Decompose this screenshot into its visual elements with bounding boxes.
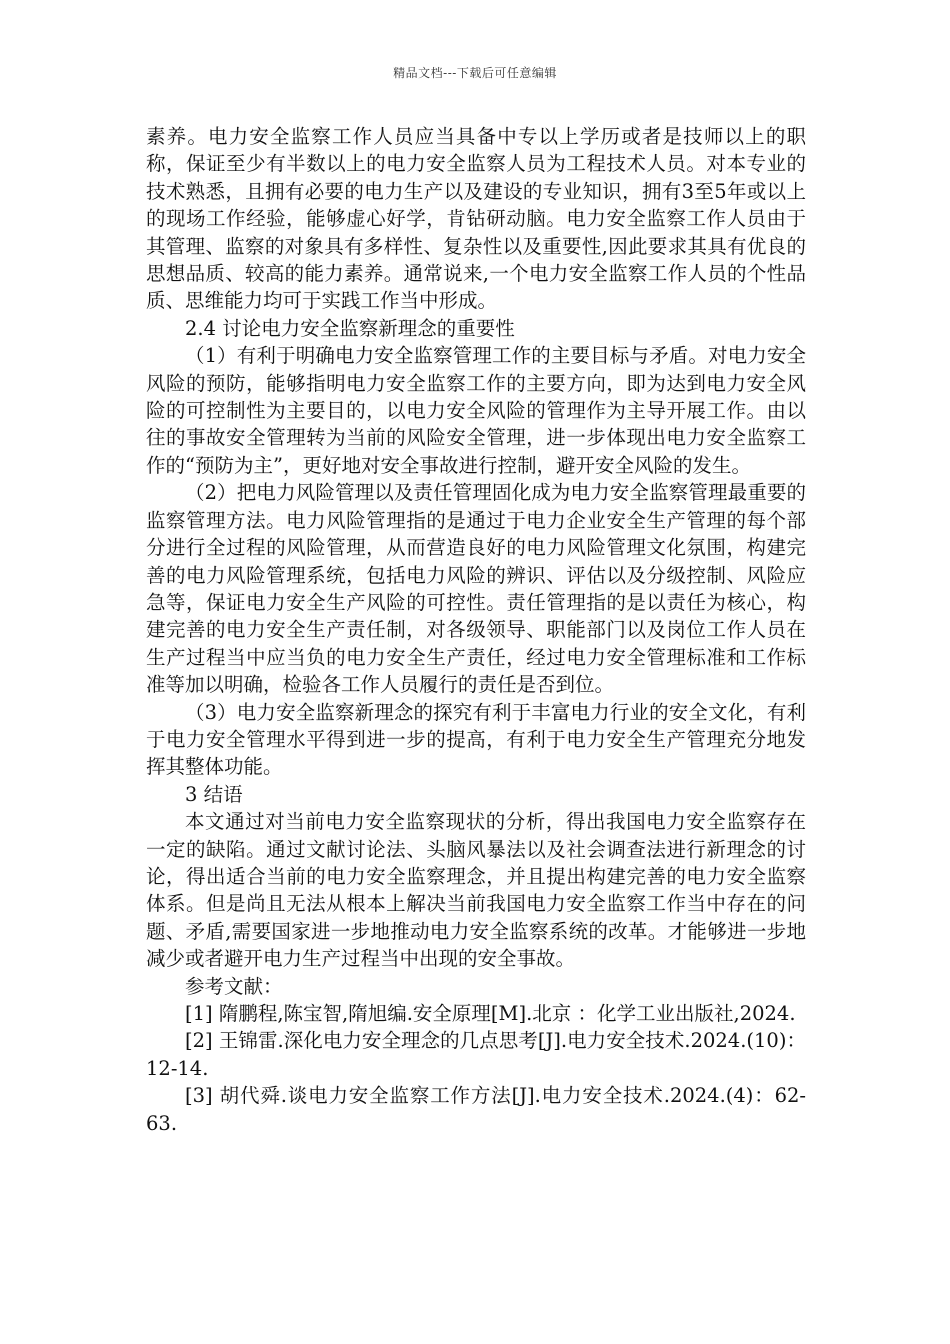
- document-body: [146, 123, 806, 1137]
- reference-item: [1] 隋鹏程,陈宝智,隋旭编.安全原理[M].北京 ：化学工业出版社,2024.: [185, 1002, 796, 1025]
- page-header: 精品文档---下载后可任意编辑: [393, 66, 557, 80]
- reference-item: [3] 胡代舜.谈电力安全监察工作方法[J].电力安全技术.2024.(4)：62-63.: [146, 1084, 806, 1135]
- paragraph-conclusion: 本文通过对当前电力安全监察现状的分析，得出我国电力安全监察存在一定的缺陷。通过文献讨论法、头脑风暴法以及社会调查法进行新理念的讨论，得出适合当前的电力安全监察理念，并且提出构建完善的电力安全监察体系。但是尚且无法从根本上解决当前我国电力安全监察工作当中存在的问题、矛盾,需要国家进一步地推动电力安全监察系统的改革。才能够进一步地减少或者避开电力生产过程当中出现的安全事故。: [146, 810, 806, 971]
- paragraph-intro: 素养。电力安全监察工作人员应当具备中专以上学历或者是技师以上的职称，保证至少有半数以上的电力安全监察人员为工程技术人员。对本专业的技术熟悉，且拥有必要的电力生产以及建设的专业知识，拥有3至5年或以上的现场工作经验，能够虚心好学，肯钻研动脑。电力安全监察工作人员由于其管理、监察的对象具有多样性、复杂性以及重要性,因此要求其具有优良的思想品质、较高的能力素养。通常说来,一个电力安全监察工作人员的个性品质、思维能力均可于实践工作当中形成。: [146, 125, 806, 313]
- references-heading: 参考文献：: [185, 974, 283, 998]
- paragraph-point-2: （2）把电力风险管理以及责任管理固化成为电力安全监察管理最重要的监察管理方法。电力风险管理指的是通过于电力企业安全生产管理的每个部分进行全过程的风险管理，从而营造良好的电力风险管理文化氛围，构建完善的电力风险管理系统，包括电力风险的辨识、评估以及分级控制、风险应急等，保证电力安全生产风险的可控性。责任管理指的是以责任为核心，构建完善的电力安全生产责任制，对各级领导、职能部门以及岗位工作人员在生产过程当中应当负的电力安全生产责任，经过电力安全管理标准和工作标准等加以明确，检验各工作人员履行的责任是否到位。: [146, 481, 806, 697]
- section-heading-2-4: 2.4 讨论电力安全监察新理念的重要性: [185, 316, 515, 340]
- paragraph-point-1: （1）有利于明确电力安全监察管理工作的主要目标与矛盾。对电力安全风险的预防，能够指明电力安全监察工作的主要方向，即为达到电力安全风险的可控制性为主要目的，以电力安全风险的管理作为主导开展工作。由以往的事故安全管理转为当前的风险安全管理，进一步体现出电力安全监察工作的“预防为主”，更好地对安全事故进行控制，避开安全风险的发生。: [146, 344, 806, 477]
- paragraph-point-3: （3）电力安全监察新理念的探究有利于丰富电力行业的安全文化，有利于电力安全管理水平得到进一步的提高，有利于电力安全生产管理充分地发挥其整体功能。: [146, 700, 806, 779]
- reference-item: [2] 王锦雷.深化电力安全理念的几点思考[J].电力安全技术.2024.(10)：12-14.: [146, 1029, 806, 1080]
- section-heading-3: 3 结语: [185, 782, 243, 806]
